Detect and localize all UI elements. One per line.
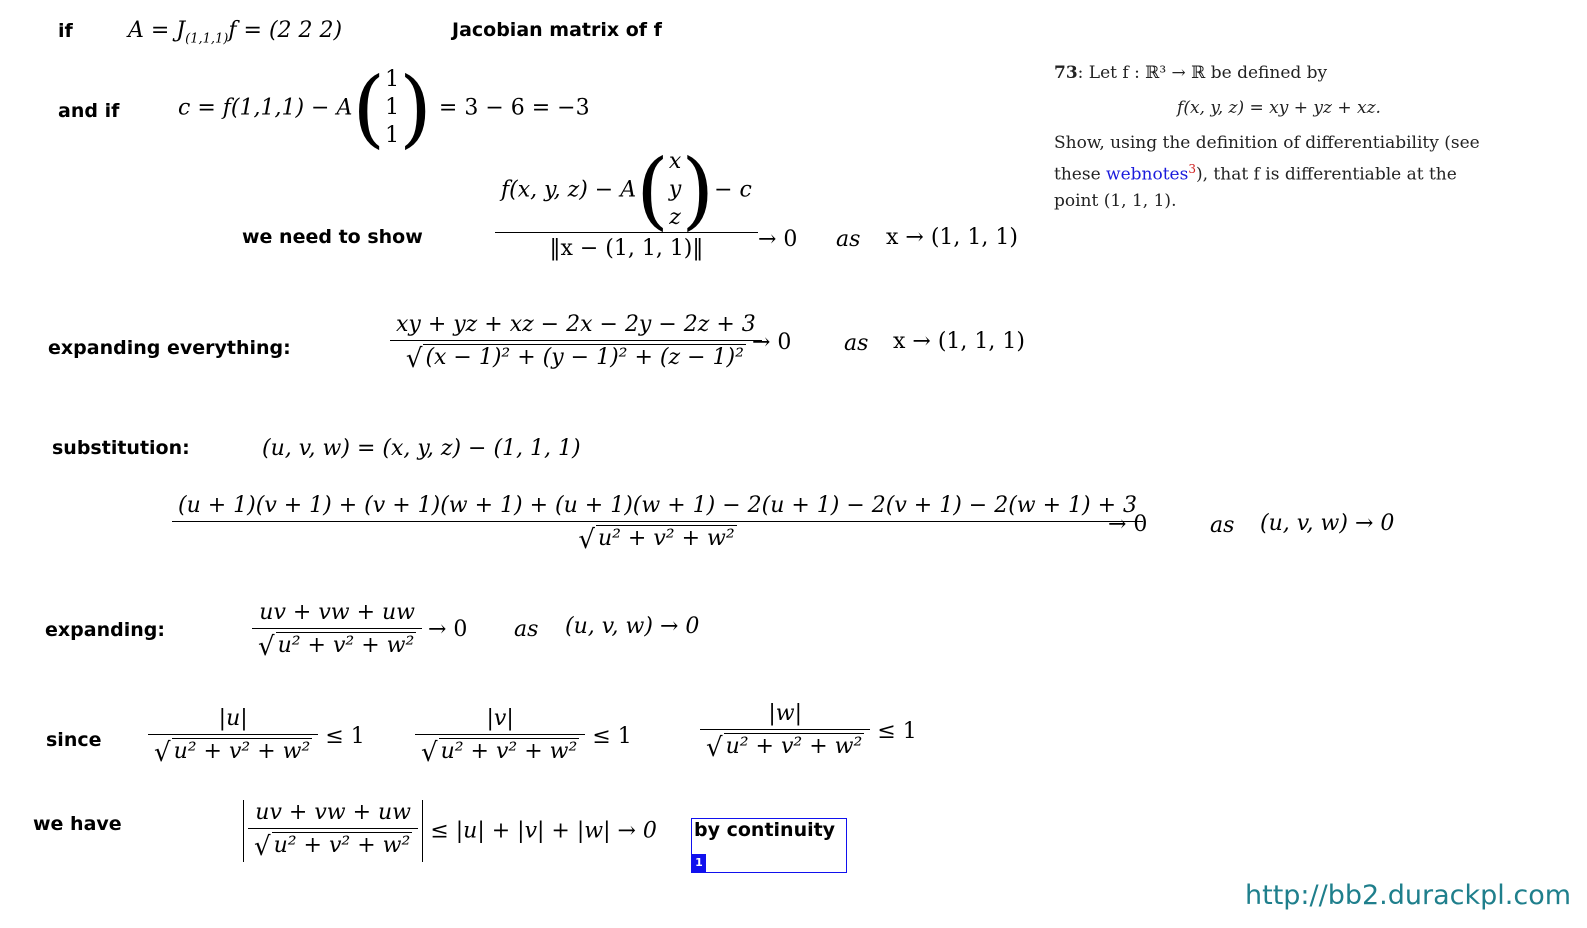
- substituted-fraction: (u + 1)(v + 1) + (v + 1)(w + 1) + (u + 1)(w + 1) − 2(u + 1) − 2(v + 1) − 2(w + 1) + 3 √ u² + v² + w²: [172, 493, 1143, 555]
- label-we-have: we have: [33, 813, 122, 835]
- limit-arrow-4: → 0: [428, 617, 468, 642]
- bound-v: $\frac{|v|}{\text{√ u² + v² + w²}}$ ≤ 1: [415, 706, 632, 768]
- limit-arrow-3: → 0: [1108, 512, 1148, 537]
- c-equation: c = f(1,1,1) − A( 1 1 1 ) = 3 − 6 = −3: [178, 59, 590, 157]
- as-3: as: [1210, 513, 1235, 538]
- label-expanding-everything: expanding everything:: [48, 337, 291, 359]
- problem-formula: f(x, y, z) = xy + yz + xz.: [1177, 98, 1381, 118]
- as-2: as: [844, 331, 869, 356]
- label-need-show: we need to show: [242, 226, 423, 248]
- uvw-limit-1: (u, v, w) → 0: [1260, 511, 1395, 536]
- label-since: since: [46, 729, 102, 751]
- label-substitution: substitution:: [52, 437, 190, 459]
- bound-w: $\frac{|w|}{\text{√ u² + v² + w²}}$ ≤ 1: [700, 701, 917, 763]
- label-expanding: expanding:: [45, 619, 165, 641]
- final-inequality: $\frac{uv + vw + uw}{\text{√ u² + v² + w²}}$ ≤ |u| + |v| + |w| → 0: [243, 800, 657, 862]
- limit-arrow-2: → 0: [752, 330, 792, 355]
- x-limit-1: x → (1, 1, 1): [886, 225, 1018, 250]
- bound-u: $\frac{|u|}{\text{√ u² + v² + w²}}$ ≤ 1: [148, 706, 365, 768]
- problem-statement: 73: Let f : ℝ³ → ℝ be defined by f(x, y, z) = xy + yz + xz. Show, using the definition of differentiability (see these webnotes$^3$), that f is differentiable at the point (1, 1, 1).: [1054, 60, 1504, 214]
- webnotes-link[interactable]: webnotes: [1106, 164, 1189, 185]
- vector-ones: 1 1 1: [385, 67, 400, 148]
- as-1: as: [836, 227, 861, 252]
- jacobian-equation: $A = J_{(1,1,1)}f = (2$ 2 2): [128, 18, 343, 47]
- definition-fraction: f(x, y, z) − A( x y z )− c ‖x − (1, 1, 1)‖: [495, 148, 758, 261]
- label-jacobian: Jacobian matrix of f: [452, 19, 662, 41]
- simplified-fraction: $\frac{uv + vw + uw}{\text{√ u² + v² + w²}}$: [252, 600, 422, 662]
- uvw-limit-2: (u, v, w) → 0: [565, 614, 700, 639]
- x-limit-2: x → (1, 1, 1): [893, 329, 1025, 354]
- label-if: if: [58, 20, 73, 42]
- limit-arrow-1: → 0: [758, 227, 798, 252]
- by-continuity-text: by continuity: [694, 819, 836, 841]
- footer-url[interactable]: http://bb2.durackpl.com: [1245, 880, 1572, 911]
- annotation-number-badge: 1: [692, 854, 706, 872]
- as-4: as: [514, 617, 539, 642]
- label-and-if: and if: [58, 100, 120, 122]
- substitution-equation: (u, v, w) = (x, y, z) − (1, 1, 1): [262, 436, 581, 461]
- expanded-fraction: $\frac{xy + yz + xz - 2x - 2y - 2z + 3}{\text{√ (x − 1)² + (y − 1)² + (z − 1)²}}$: [390, 312, 762, 374]
- by-continuity-box[interactable]: [691, 818, 847, 873]
